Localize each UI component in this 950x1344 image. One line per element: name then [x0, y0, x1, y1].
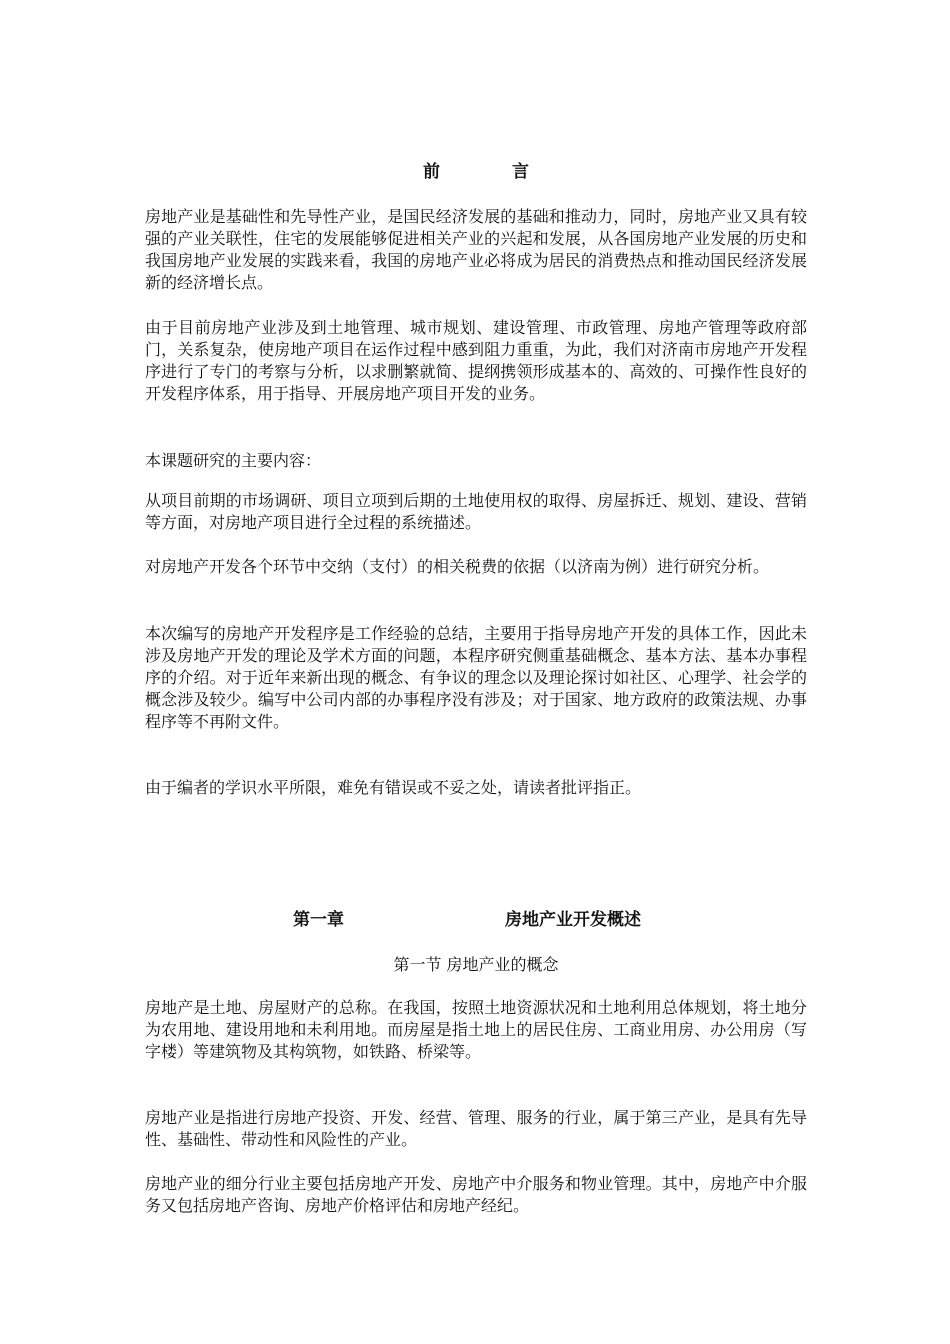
section-title: 第一节 房地产业的概念	[393, 955, 559, 974]
preface-title-left: 前	[423, 162, 440, 182]
chapter-paragraph: 房地产是土地、房屋财产的总称。在我国，按照土地资源状况和土地利用总体规划，将土地分为农用地、建设用地和未利用地。而房屋是指土地上的居民住房、工商业用房、办公用房（写字楼）等建筑物及其构筑物，如铁路、桥梁等。	[145, 998, 807, 1061]
preface-paragraph: 房地产业是基础性和先导性产业，是国民经济发展的基础和推动力，同时，房地产业又具有较强的产业关联性，住宅的发展能够促进相关产业的兴起和发展，从各国房地产业发展的历史和我国房地产业发展的实践来看，我国的房地产业必将成为居民的消费热点和推动国民经济发展新的经济增长点。	[145, 207, 807, 292]
preface-paragraph: 从项目前期的市场调研、项目立项到后期的土地使用权的取得、房屋拆迁、规划、建设、营销等方面，对房地产项目进行全过程的系统描述。	[145, 491, 807, 532]
preface-title-right: 言	[512, 162, 529, 182]
preface-paragraph: 由于目前房地产业涉及到土地管理、城市规划、建设管理、市政管理、房地产管理等政府部门，关系复杂，使房地产项目在运作过程中感到阻力重重，为此，我们对济南市房地产开发程序进行了专门的考察与分析，以求删繁就简、提纲携领形成基本的、高效的、可操作性良好的开发程序体系，用于指导、开展房地产项目开发的业务。	[145, 318, 807, 403]
preface-paragraph: 对房地产开发各个环节中交纳（支付）的相关税费的依据（以济南为例）进行研究分析。	[145, 557, 770, 576]
preface-paragraph: 本次编写的房地产开发程序是工作经验的总结，主要用于指导房地产开发的具体工作，因此未涉及房地产开发的理论及学术方面的问题，本程序研究侧重基础概念、基本方法、基本办事程序的介绍。对于近年来新出现的概念、有争议的理念以及理论探讨如社区、心理学、社会学的概念涉及较少。编写中公司内部的办事程序没有涉及；对于国家、地方政府的政策法规、办事程序等不再附文件。	[145, 624, 807, 731]
chapter-paragraph: 房地产业是指进行房地产投资、开发、经营、管理、服务的行业，属于第三产业，是具有先导性、基础性、带动性和风险性的产业。	[145, 1108, 807, 1149]
preface-title	[145, 160, 807, 184]
chapter-name: 房地产业开发概述	[505, 910, 641, 930]
preface-paragraph: 本课题研究的主要内容：	[145, 451, 322, 470]
preface-paragraph: 由于编者的学识水平所限，难免有错误或不妥之处，请读者批评指正。	[145, 778, 642, 797]
chapter-number: 第一章	[293, 910, 344, 930]
chapter-paragraph: 房地产业的细分行业主要包括房地产开发、房地产中介服务和物业管理。其中，房地产中介服务又包括房地产咨询、房地产价格评估和房地产经纪。	[145, 1174, 807, 1215]
